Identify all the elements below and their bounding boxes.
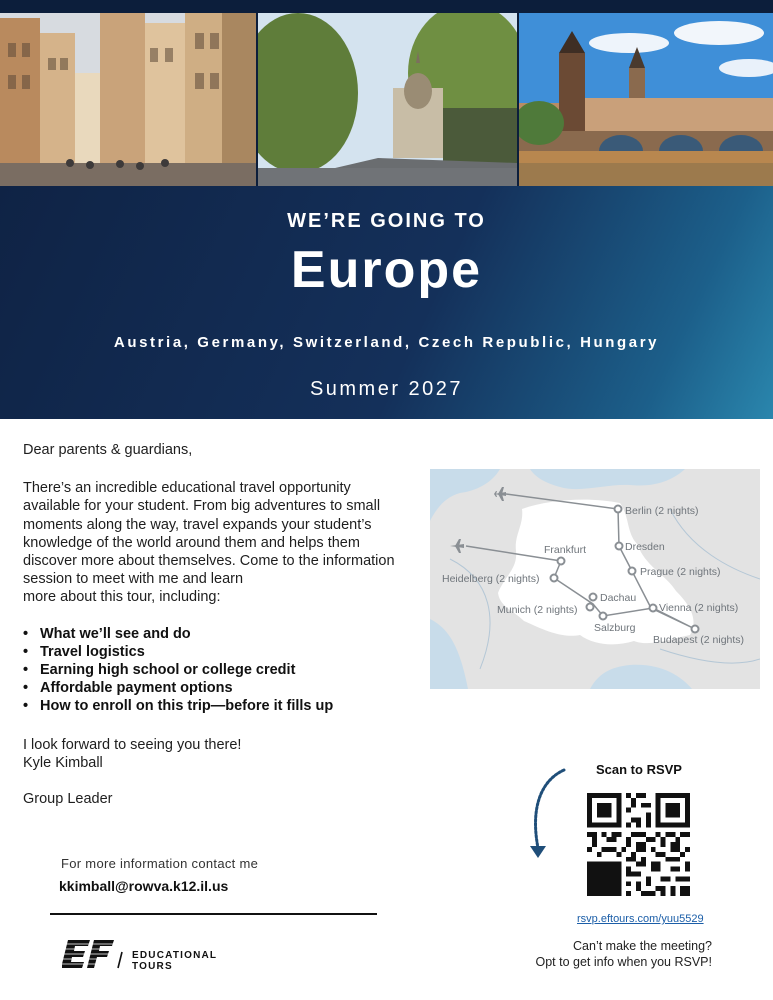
greeting: Dear parents & guardians, (23, 442, 193, 458)
intro-line: discover more about themselves. Come to the information (23, 553, 395, 570)
rsvp-note-line-2: Opt to get info when you RSVP! (535, 955, 712, 969)
logo-line-2: TOURS (132, 961, 173, 972)
invitation-letter (23, 441, 418, 808)
rsvp-link[interactable]: rsvp.eftours.com/yuu5529 (577, 913, 704, 925)
map-label-heidelberg: Heidelberg (2 nights) (442, 573, 540, 585)
route-map (430, 469, 760, 689)
intro-line: available for your student. From big adventures to small (23, 498, 381, 515)
map-label-dresden: Dresden (625, 541, 665, 553)
topic-item: • Travel logistics (23, 643, 418, 661)
leader-title: Group Leader (23, 791, 113, 808)
logo-wordmark (132, 950, 217, 972)
topic-item: • Earning high school or college credit (23, 661, 418, 679)
topic-item: • What we’ll see and do (23, 625, 418, 643)
travel-season: Summer 2027 (309, 378, 464, 400)
signoff (23, 736, 418, 772)
photo-prague-street (0, 13, 256, 186)
photo-budapest-avenue (258, 13, 517, 186)
map-label-dachau: Dachau (600, 592, 637, 604)
intro-line: more about this tour, including: (23, 589, 221, 606)
divider (50, 913, 377, 915)
intro-line: moments along the way, travel expands your student’s (23, 516, 372, 533)
rsvp-qr-code[interactable] (587, 793, 690, 896)
intro-line: knowledge of the world around them and helps them (23, 534, 360, 551)
topics-list (23, 625, 418, 716)
rsvp-note-line-1: Can’t make the meeting? (573, 939, 712, 953)
intro-line: There’s an incredible educational travel opportunity (23, 480, 351, 497)
topic-item: • Affordable payment options (23, 679, 418, 697)
photo-charles-bridge (519, 13, 773, 186)
leader-name: Kyle Kimball (23, 754, 103, 771)
map-label-budapest: Budapest (2 nights) (653, 634, 745, 646)
closing-line: I look forward to seeing you there! (23, 736, 242, 753)
intro-paragraph (23, 479, 418, 606)
map-label-berlin: Berlin (2 nights) (625, 505, 699, 517)
destination-title: Europe (290, 241, 483, 299)
countries-list: Austria, Germany, Switzerland, Czech Republic, Hungary (113, 334, 660, 351)
contact-email[interactable]: kkimball@rowva.k12.il.us (59, 878, 229, 894)
curved-arrow-icon (520, 762, 580, 862)
rsvp-note (520, 938, 712, 970)
banner-kicker: WE’RE GOING TO (287, 210, 486, 232)
title-banner (0, 186, 773, 419)
map-label-prague: Prague (2 nights) (640, 566, 721, 578)
logo-line-1: EDUCATIONAL (132, 950, 218, 961)
intro-line: session to meet with me and learn (23, 571, 244, 588)
topic-item: • How to enroll on this trip—before it fills up (23, 697, 418, 715)
map-label-salzburg: Salzburg (594, 622, 636, 634)
contact-label: For more information contact me (61, 856, 259, 871)
scan-label: Scan to RSVP (596, 762, 682, 777)
header-photo-strip (0, 0, 773, 186)
map-label-munich: Munich (2 nights) (497, 604, 578, 616)
map-label-vienna: Vienna (2 nights) (659, 602, 739, 614)
map-label-frankfurt: Frankfurt (544, 544, 587, 556)
